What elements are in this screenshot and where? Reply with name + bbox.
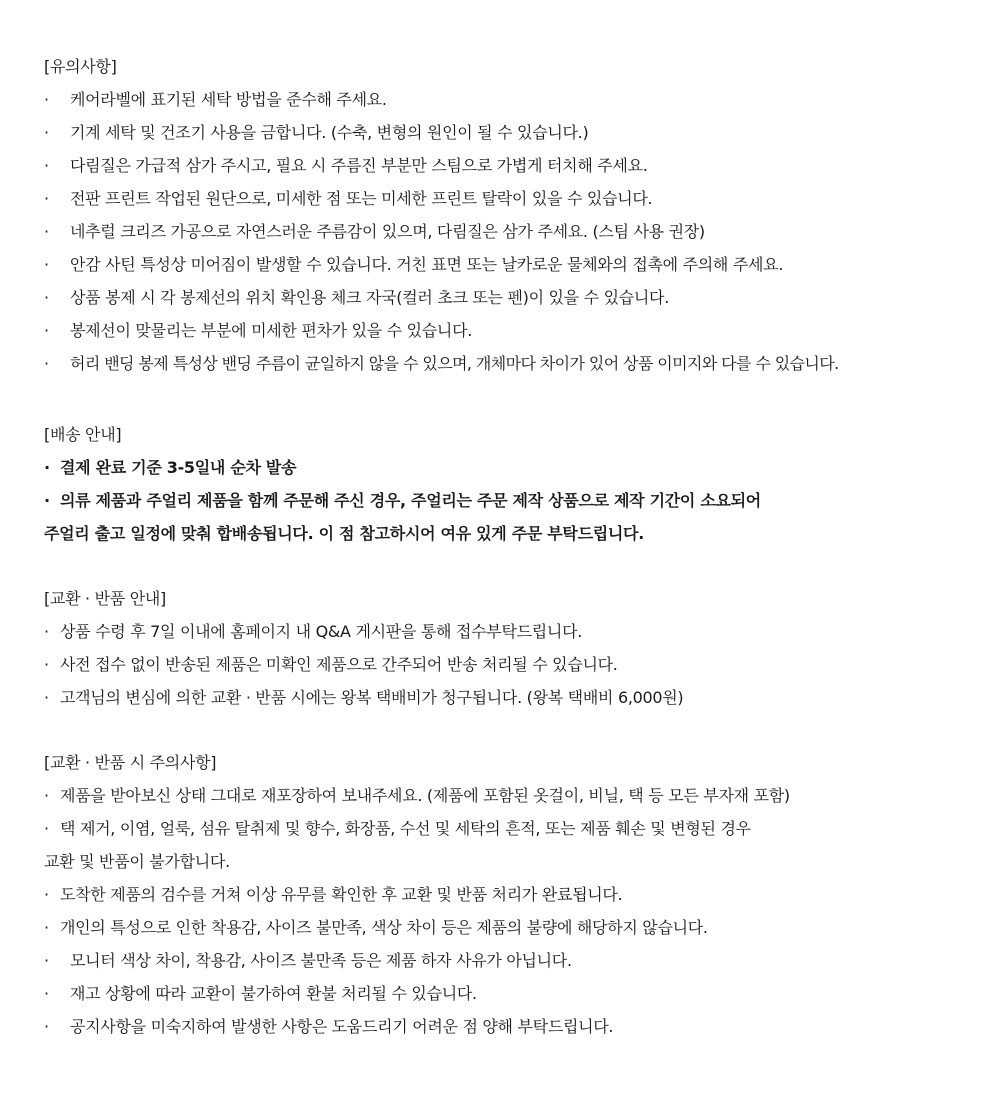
- bullet-icon: ·: [44, 491, 50, 510]
- care-item: · 케어라벨에 표기된 세탁 방법을 준수해 주세요.: [44, 83, 984, 116]
- caution-section: [44, 746, 984, 1043]
- care-item: · 전판 프린트 작업된 원단으로, 미세한 점 또는 미세한 프린트 탈락이 있을 수 있습니다.: [44, 182, 984, 215]
- bullet-icon: ·: [44, 655, 49, 674]
- caution-item: · 모니터 색상 차이, 착용감, 사이즈 불만족 등은 제품 하자 사유가 아닙니다.: [44, 944, 984, 977]
- bullet-icon: ·: [44, 222, 49, 241]
- bullet-icon: ·: [44, 288, 49, 307]
- shipping-heading: [배송 안내]: [44, 425, 122, 444]
- bullet-icon: ·: [44, 688, 49, 707]
- care-item: · 안감 사틴 특성상 미어짐이 발생할 수 있습니다. 거친 표면 또는 날카로운 물체와의 접촉에 주의해 주세요.: [44, 248, 984, 281]
- care-item: · 봉제선이 맞물리는 부분에 미세한 편차가 있을 수 있습니다.: [44, 314, 984, 347]
- bullet-icon: ·: [44, 984, 49, 1003]
- bullet-icon: ·: [44, 354, 49, 373]
- care-heading: [유의사항]: [44, 57, 117, 76]
- shipping-item-continuation: 주얼리 출고 일정에 맞춰 합배송됩니다. 이 점 참고하시어 여유 있게 주문 부탁드립니다.: [44, 524, 644, 543]
- caution-item: · 도착한 제품의 검수를 거쳐 이상 유무를 확인한 후 교환 및 반품 처리가 완료됩니다.: [44, 878, 984, 911]
- exchange-item: · 상품 수령 후 7일 이내에 홈페이지 내 Q&A 게시판을 통해 접수부탁드립니다.: [44, 615, 984, 648]
- shipping-item: · 의류 제품과 주얼리 제품을 함께 주문해 주신 경우, 주얼리는 주문 제작 상품으로 제작 기간이 소요되어: [44, 484, 984, 517]
- exchange-section: [44, 582, 984, 714]
- bullet-icon: ·: [44, 123, 49, 142]
- care-item: · 기계 세탁 및 건조기 사용을 금합니다. (수축, 변형의 원인이 될 수 있습니다.): [44, 116, 984, 149]
- bullet-icon: ·: [44, 255, 49, 274]
- bullet-icon: ·: [44, 885, 49, 904]
- caution-item: · 제품을 받아보신 상태 그대로 재포장하여 보내주세요. (제품에 포함된 옷걸이, 비닐, 택 등 모든 부자재 포함): [44, 779, 984, 812]
- care-item: · 다림질은 가급적 삼가 주시고, 필요 시 주름진 부분만 스팀으로 가볍게 터치해 주세요.: [44, 149, 984, 182]
- exchange-item: · 고객님의 변심에 의한 교환 · 반품 시에는 왕복 택배비가 청구됩니다. (왕복 택배비 6,000원): [44, 681, 984, 714]
- exchange-heading: [교환 · 반품 안내]: [44, 589, 166, 608]
- caution-item: · 개인의 특성으로 인한 착용감, 사이즈 불만족, 색상 차이 등은 제품의 불량에 해당하지 않습니다.: [44, 911, 984, 944]
- caution-item: · 택 제거, 이염, 얼룩, 섬유 탈취제 및 향수, 화장품, 수선 및 세탁의 흔적, 또는 제품 훼손 및 변형된 경우: [44, 812, 984, 845]
- bullet-icon: ·: [44, 819, 49, 838]
- bullet-icon: ·: [44, 458, 50, 477]
- caution-item: · 재고 상황에 따라 교환이 불가하여 환불 처리될 수 있습니다.: [44, 977, 984, 1010]
- caution-heading: [교환 · 반품 시 주의사항]: [44, 753, 217, 772]
- caution-item: · 공지사항을 미숙지하여 발생한 사항은 도움드리기 어려운 점 양해 부탁드립니다.: [44, 1010, 984, 1043]
- bullet-icon: ·: [44, 189, 49, 208]
- bullet-icon: ·: [44, 951, 49, 970]
- care-item: · 네추럴 크리즈 가공으로 자연스러운 주름감이 있으며, 다림질은 삼가 주세요. (스팀 사용 권장): [44, 215, 984, 248]
- care-item: · 상품 봉제 시 각 봉제선의 위치 확인용 체크 자국(컬러 초크 또는 펜)이 있을 수 있습니다.: [44, 281, 984, 314]
- bullet-icon: ·: [44, 1017, 49, 1036]
- shipping-item: · 결제 완료 기준 3-5일내 순차 발송: [44, 451, 984, 484]
- bullet-icon: ·: [44, 786, 49, 805]
- bullet-icon: ·: [44, 90, 49, 109]
- bullet-icon: ·: [44, 622, 49, 641]
- care-item: · 허리 밴딩 봉제 특성상 밴딩 주름이 균일하지 않을 수 있으며, 개체마다 차이가 있어 상품 이미지와 다를 수 있습니다.: [44, 347, 984, 380]
- care-section: [44, 50, 984, 380]
- shipping-section: [44, 418, 984, 550]
- bullet-icon: ·: [44, 156, 49, 175]
- caution-item-continuation: 교환 및 반품이 불가합니다.: [44, 852, 230, 871]
- bullet-icon: ·: [44, 321, 49, 340]
- bullet-icon: ·: [44, 918, 49, 937]
- exchange-item: · 사전 접수 없이 반송된 제품은 미확인 제품으로 간주되어 반송 처리될 수 있습니다.: [44, 648, 984, 681]
